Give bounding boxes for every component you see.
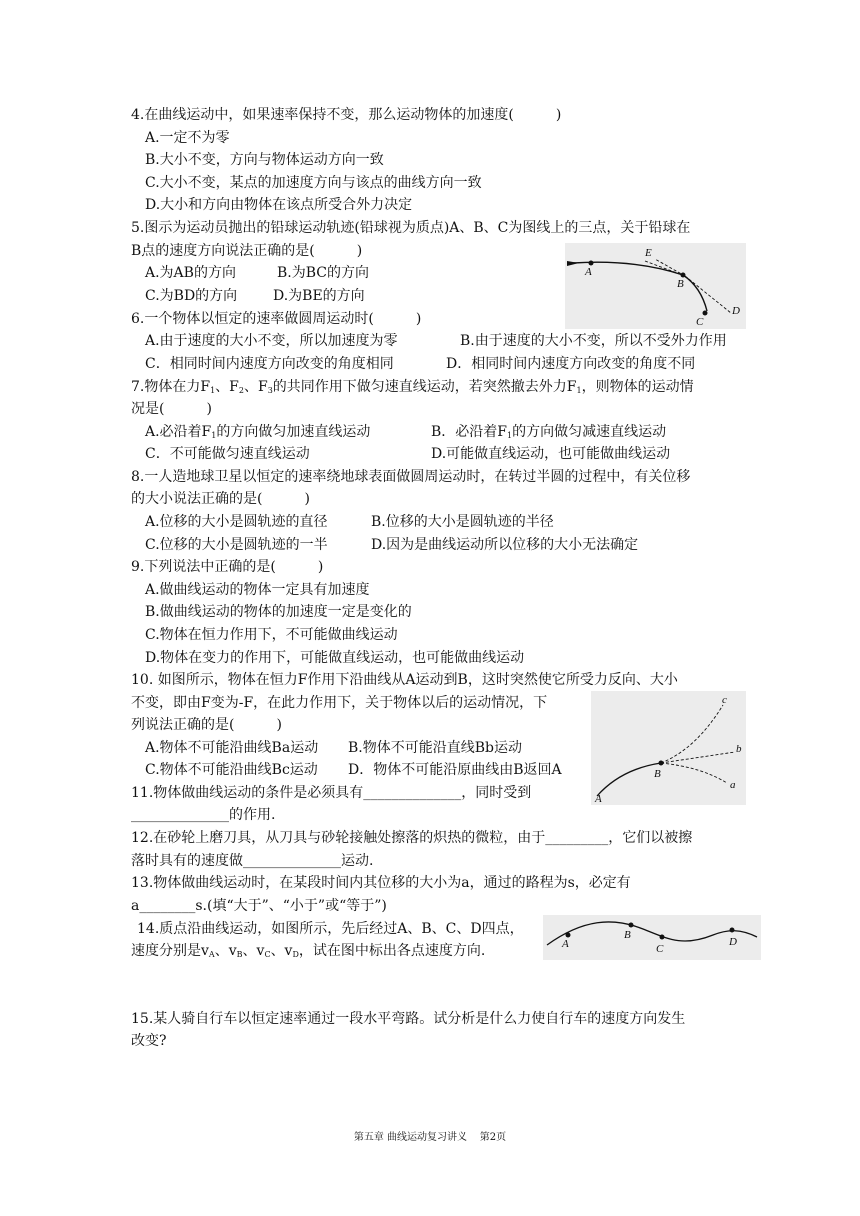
q4-option-b: B.大小不变，方向与物体运动方向一致 bbox=[145, 152, 384, 168]
q8-option-a: A.位移的大小是圆轨迹的直径 bbox=[145, 514, 328, 530]
q7-stem-line2: 况是( ) bbox=[131, 401, 212, 417]
q5-stem-line2: B点的速度方向说法正确的是( ) bbox=[131, 243, 363, 259]
q12-line2: 落时具有的速度做______________运动. bbox=[131, 853, 374, 869]
page-footer bbox=[0, 1131, 860, 1145]
fig5-label-a: A bbox=[585, 266, 592, 278]
q12-line1: 12.在砂轮上磨刀具，从刀具与砂轮接触处擦落的炽热的微粒，由于_________，它们以被擦 bbox=[131, 830, 693, 846]
q7-stem-line1: 7.物体在力$F_1$、$F_2$、$F_3$的共同作用下做匀速直线运动，若突然撤去外力$F_1$，则物体的运动情 bbox=[131, 379, 694, 395]
q15-line1: 15.某人骑自行车以恒定速率通过一段水平弯路。试分析是什么力使自行车的速度方向发生 bbox=[131, 1011, 686, 1027]
q9-option-d: D.物体在变力的作用下，可能做直线运动，也可能做曲线运动 bbox=[145, 650, 525, 666]
fig10-label-c: c bbox=[722, 694, 727, 706]
q6-option-d: D．相同时间内速度方向改变的角度不同 bbox=[446, 356, 696, 372]
q14-line1: 14.质点沿曲线运动，如图所示，先后经过A、B、C、D四点， bbox=[137, 921, 524, 937]
q11-line1: 11.物体做曲线运动的条件是必须具有______________，同时受到 bbox=[131, 785, 532, 801]
q9-option-a: A.做曲线运动的物体一定具有加速度 bbox=[145, 582, 370, 598]
fig10-label-a: a bbox=[730, 779, 736, 791]
q5-stem-line1: 5.图示为运动员抛出的铅球运动轨迹(铅球视为质点)A、B、C为图线上的三点，关于铅球在 bbox=[131, 220, 691, 236]
fig14-label-b: B bbox=[624, 929, 631, 941]
q8-option-c: C.位移的大小是圆轨迹的一半 bbox=[145, 537, 328, 553]
q5-option-d: D.为BE的方向 bbox=[273, 288, 365, 304]
force-reversal-figure bbox=[591, 691, 746, 805]
q9-stem: 9.下列说法中正确的是( ) bbox=[131, 559, 324, 575]
q9-option-c: C.物体在恒力作用下，不可能做曲线运动 bbox=[145, 627, 398, 643]
q10-option-d: D．物体不可能沿原曲线由B返回A bbox=[348, 762, 562, 778]
q4-option-c: C.大小不变，某点的加速度方向与该点的曲线方向一致 bbox=[145, 175, 482, 191]
q6-option-c: C．相同时间内速度方向改变的角度相同 bbox=[145, 356, 394, 372]
q4-option-a: A.一定不为零 bbox=[145, 130, 230, 146]
q8-option-d: D.因为是曲线运动所以位移的大小无法确定 bbox=[371, 537, 639, 553]
q10-option-b: B.物体不可能沿直线Bb运动 bbox=[348, 740, 522, 756]
shot-put-trajectory-figure bbox=[565, 243, 746, 329]
q7-option-d: D.可能做直线运动，也可能做曲线运动 bbox=[431, 446, 671, 462]
q5-option-b: B.为BC的方向 bbox=[277, 265, 369, 281]
fig10-label-b-point: B bbox=[654, 768, 661, 780]
q13-line1: 13.物体做曲线运动时，在某段时间内其位移的大小为a，通过的路程为s，必定有 bbox=[131, 875, 631, 891]
fig14-label-a: A bbox=[562, 938, 569, 950]
q5-option-c: C.为BD的方向 bbox=[145, 288, 238, 304]
q5-option-a: A.为AB的方向 bbox=[145, 265, 236, 281]
q10-stem-line1: 10. 如图所示，物体在恒力F作用下沿曲线从A运动到B，这时突然使它所受力反向、大小 bbox=[131, 672, 678, 688]
fig5-label-e: E bbox=[645, 247, 652, 259]
fig14-label-c: C bbox=[656, 943, 664, 955]
fig10-label-b: b bbox=[736, 743, 742, 755]
q8-stem-line1: 8.一人造地球卫星以恒定的速率绕地球表面做圆周运动时，在转过半圆的过程中，有关位移 bbox=[131, 469, 691, 485]
fig5-label-d: D bbox=[732, 305, 740, 317]
q7-option-c: C．不可能做匀速直线运动 bbox=[145, 446, 310, 462]
footer-chapter: 第五章 曲线运动复习讲义 bbox=[353, 1132, 468, 1143]
curve-points-figure bbox=[543, 915, 761, 960]
q10-option-c: C.物体不可能沿曲线Bc运动 bbox=[145, 762, 318, 778]
q4-stem: 4.在曲线运动中，如果速率保持不变，那么运动物体的加速度( ) bbox=[131, 107, 562, 123]
q7-option-b: B．必沿着$F_1$的方向做匀减速直线运动 bbox=[431, 424, 667, 440]
q7-option-a: A.必沿着$F_1$的方向做匀加速直线运动 bbox=[145, 424, 371, 440]
q11-line2: ______________的作用. bbox=[131, 807, 276, 823]
q15-line2: 改变? bbox=[131, 1033, 167, 1049]
q13-line2: a________s.(填“大于”、“小于”或“等于”) bbox=[131, 898, 387, 914]
q10-option-a: A.物体不可能沿曲线Ba运动 bbox=[145, 740, 319, 756]
q6-option-b: B.由于速度的大小不变，所以不受外力作用 bbox=[460, 333, 727, 349]
q6-stem: 6.一个物体以恒定的速率做圆周运动时( ) bbox=[131, 311, 422, 327]
fig5-label-b: B bbox=[677, 278, 684, 290]
fig10-label-a-point: A bbox=[595, 793, 602, 805]
q10-stem-line3: 列说法正确的是( ) bbox=[131, 717, 282, 733]
q8-option-b: B.位移的大小是圆轨迹的半径 bbox=[371, 514, 554, 530]
fig5-label-c: C bbox=[696, 316, 704, 328]
q4-option-d: D.大小和方向由物体在该点所受合外力决定 bbox=[145, 197, 413, 213]
q6-option-a: A.由于速度的大小不变，所以加速度为零 bbox=[145, 333, 398, 349]
fig14-label-d: D bbox=[729, 936, 737, 948]
q10-stem-line2: 不变，即由F变为-F，在此力作用下，关于物体以后的运动情况，下 bbox=[131, 695, 548, 711]
footer-page-number: 第2页 bbox=[479, 1132, 507, 1143]
q9-option-b: B.做曲线运动的物体的加速度一定是变化的 bbox=[145, 604, 412, 620]
q8-stem-line2: 的大小说法正确的是( ) bbox=[131, 491, 310, 507]
q14-line2: 速度分别是$v_A$、$v_B$、$v_C$、$v_D$，试在图中标出各点速度方向. bbox=[131, 943, 486, 959]
